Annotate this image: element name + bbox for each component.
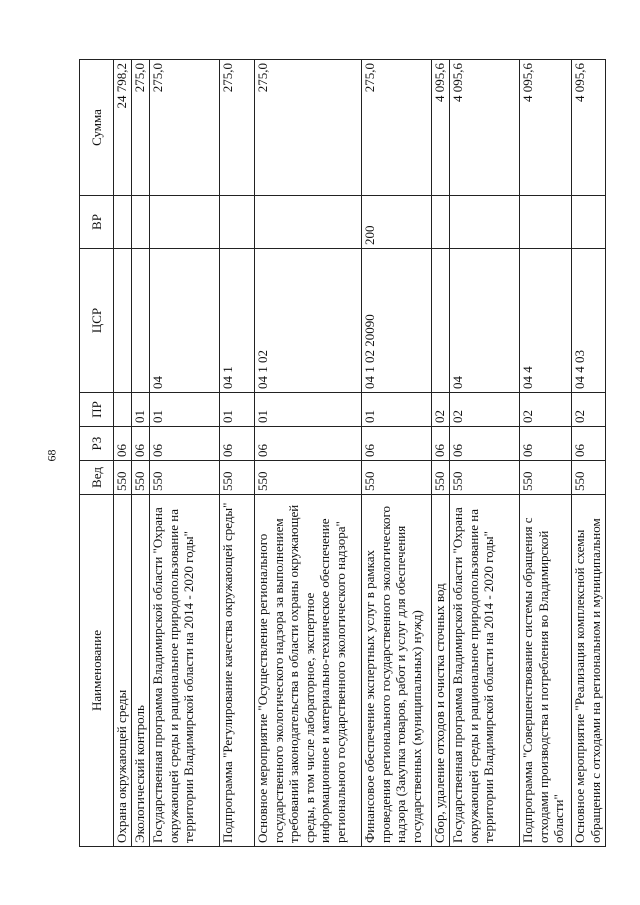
row-rz: 06 [362, 427, 432, 461]
row-ved: 550 [255, 461, 362, 495]
row-pr: 02 [520, 393, 572, 427]
row-sum: 275,0 [255, 60, 362, 196]
row-sum: 4 095,6 [520, 60, 572, 196]
budget-table-container [79, 60, 601, 847]
row-csr: 04 [150, 249, 220, 393]
row-vr [255, 196, 362, 249]
row-name: Государственная программа Владимирской области "Охрана окружающей среды и рациональное природопользование на территории Владимирской области на 2014 - 2020 годы" [150, 495, 220, 847]
budget-table [79, 59, 606, 847]
table-header-row [80, 60, 114, 847]
row-pr: 01 [362, 393, 432, 427]
row-sum: 4 095,6 [450, 60, 520, 196]
row-rz: 06 [114, 427, 132, 461]
row-pr: 01 [150, 393, 220, 427]
header-vr: ВР [80, 196, 114, 249]
table-row [450, 60, 520, 847]
table-row [572, 60, 606, 847]
row-pr: 02 [432, 393, 450, 427]
row-name: Сбор, удаление отходов и очистка сточных вод [432, 495, 450, 847]
row-rz: 06 [572, 427, 606, 461]
row-name: Экологический контроль [132, 495, 150, 847]
row-vr [114, 196, 132, 249]
table-row [362, 60, 432, 847]
header-rz: РЗ [80, 427, 114, 461]
row-ved: 550 [450, 461, 520, 495]
row-rz: 06 [255, 427, 362, 461]
row-name: Охрана окружающей среды [114, 495, 132, 847]
page-number: 68 [44, 449, 59, 462]
row-pr: 01 [220, 393, 255, 427]
row-sum: 275,0 [362, 60, 432, 196]
header-ved: Вед [80, 461, 114, 495]
row-name: Подпрограмма "Регулирование качества окружающей среды" [220, 495, 255, 847]
row-rz: 06 [132, 427, 150, 461]
row-csr: 04 1 02 20090 [362, 249, 432, 393]
row-pr: 02 [572, 393, 606, 427]
header-pr: ПР [80, 393, 114, 427]
row-rz: 06 [450, 427, 520, 461]
row-sum: 24 798,2 [114, 60, 132, 196]
row-ved: 550 [114, 461, 132, 495]
table-row [114, 60, 132, 847]
row-csr: 04 [450, 249, 520, 393]
row-vr: 200 [362, 196, 432, 249]
row-csr [432, 249, 450, 393]
row-rz: 06 [220, 427, 255, 461]
row-ved: 550 [432, 461, 450, 495]
row-sum: 4 095,6 [572, 60, 606, 196]
row-name: Финансовое обеспечение экспертных услуг в рамках проведения регионального государственного экологического надзора (Закупка товаров, работ и услуг для обеспечения государственных (муниципальных) нужд) [362, 495, 432, 847]
row-name: Основное мероприятие "Реализация комплексной схемы обращения с отходами на региональном и муниципальном [572, 495, 606, 847]
row-sum: 4 095,6 [432, 60, 450, 196]
row-vr [450, 196, 520, 249]
row-vr [520, 196, 572, 249]
table-row [255, 60, 362, 847]
row-rz: 06 [520, 427, 572, 461]
row-csr [114, 249, 132, 393]
row-name: Основное мероприятие "Осуществление регионального государственного экологического надзора за выполнением требований законодательства в области охраны окружающей среды, в том числе лабораторное, экспертное информационное и материально-техническое обеспечение регионального государственного экологического надзора" [255, 495, 362, 847]
row-csr: 04 4 03 [572, 249, 606, 393]
header-sum: Сумма [80, 60, 114, 196]
row-pr [114, 393, 132, 427]
row-ved: 550 [220, 461, 255, 495]
row-csr [132, 249, 150, 393]
row-name: Государственная программа Владимирской области "Охрана окружающей среды и рациональное природопользование на территории Владимирской области на 2014 - 2020 годы" [450, 495, 520, 847]
row-csr: 04 4 [520, 249, 572, 393]
row-ved: 550 [520, 461, 572, 495]
row-csr: 04 1 [220, 249, 255, 393]
table-row [432, 60, 450, 847]
header-name: Наименование [80, 495, 114, 847]
table-row [220, 60, 255, 847]
table-row [132, 60, 150, 847]
row-pr: 02 [450, 393, 520, 427]
row-vr [572, 196, 606, 249]
row-ved: 550 [132, 461, 150, 495]
row-sum: 275,0 [150, 60, 220, 196]
row-vr [132, 196, 150, 249]
row-sum: 275,0 [132, 60, 150, 196]
row-rz: 06 [150, 427, 220, 461]
row-rz: 06 [432, 427, 450, 461]
budget-table-rotated [79, 60, 601, 847]
row-ved: 550 [362, 461, 432, 495]
row-pr: 01 [132, 393, 150, 427]
table-row [150, 60, 220, 847]
row-sum: 275,0 [220, 60, 255, 196]
table-row [520, 60, 572, 847]
row-vr [220, 196, 255, 249]
header-csr: ЦСР [80, 249, 114, 393]
row-pr: 01 [255, 393, 362, 427]
row-ved: 550 [150, 461, 220, 495]
row-name: Подпрограмма "Совершенствование системы обращения с отходами производства и потребления во Владимирской области" [520, 495, 572, 847]
row-vr [150, 196, 220, 249]
row-ved: 550 [572, 461, 606, 495]
row-csr: 04 1 02 [255, 249, 362, 393]
row-vr [432, 196, 450, 249]
